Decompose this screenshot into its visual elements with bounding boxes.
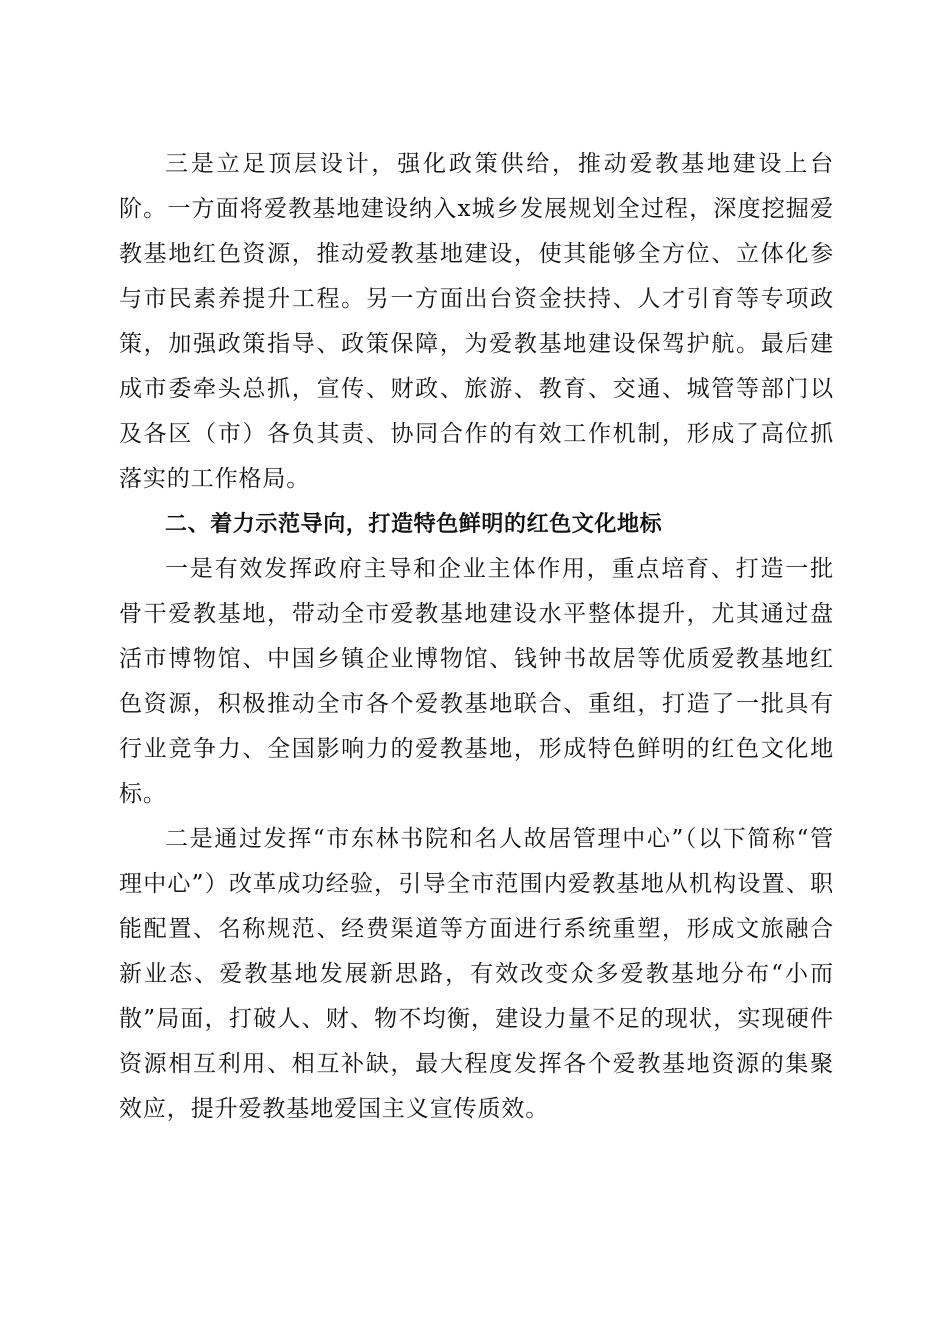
paragraph-government-guidance: 一是有效发挥政府主导和企业主体作用，重点培育、打造一批骨干爱教基地，带动全市爱教基地建设水平整体提升，尤其通过盘活市博物馆、中国乡镇企业博物馆、钱钟书故居等优质爱教基地红色资源，积极推动全市各个爱教基地联合、重组，打造了一批具有行业竞争力、全国影响力的爱教基地，形成特色鲜明的红色文化地标。 <box>119 556 834 807</box>
paragraph-management-center: 二是通过发挥“市东林书院和名人故居管理中心”（以下简称“管理中心”）改革成功经验，引导全市范围内爱教基地从机构设置、职能配置、名称规范、经费渠道等方面进行系统重塑，形成文旅融合新业态、爱教基地发展新思路，有效改变众多爱教基地分布“小而散”局面，打破人、财、物不均衡，建设力量不足的现状，实现硬件资源相互利用、相互补缺，最大程度发挥各个爱教基地资源的集聚效应，提升爱教基地爱国主义宣传质效。 <box>119 826 834 1122</box>
section-heading-2: 二、着力示范导向，打造特色鲜明的红色文化地标 <box>165 512 663 537</box>
paragraph-top-level-design: 三是立足顶层设计，强化政策供给，推动爱教基地建设上台阶。一方面将爱教基地建设纳入x城乡发展规划全过程，深度挖掘爱教基地红色资源，推动爱教基地建设，使其能够全方位、立体化参与市民素养提升工程。另一方面出台资金扶持、人才引育等专项政策，加强政策指导、政策保障，为爱教基地建设保驾护航。最后建成市委牵头总抓，宣传、财政、旅游、教育、交通、城管等部门以及各区（市）各负其责、协同合作的有效工作机制，形成了高位抓落实的工作格局。 <box>119 151 834 492</box>
document-body <box>119 142 834 1132</box>
